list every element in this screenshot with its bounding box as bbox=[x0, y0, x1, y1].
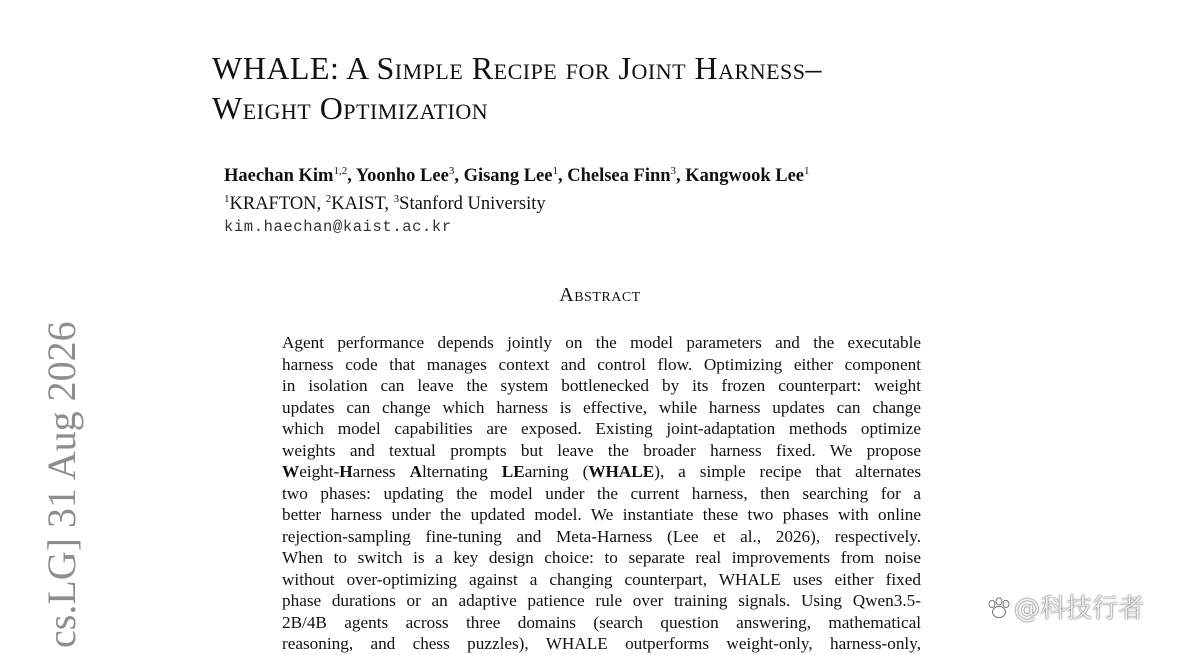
abstract-line: Agent performance depends jointly on the model parameters and the executable bbox=[282, 333, 921, 352]
arxiv-sidebar-id: cs.LG] 31 Aug 2026 bbox=[39, 321, 84, 648]
abstract-line: two phases: updating the model under the current harness, then searching for a bbox=[282, 483, 921, 503]
watermark bbox=[986, 588, 1144, 625]
author-block bbox=[224, 160, 1124, 239]
abstract-line: rejection-sampling fine-tuning and Meta-Harness (Lee et al., 2026), respectively. bbox=[282, 526, 921, 546]
author-name: Yoonho Lee bbox=[355, 166, 449, 187]
abstract-line: weights and textual prompts but leave the broader harness fixed. We propose bbox=[282, 440, 921, 460]
abstract-line: harness code that manages context and control flow. Optimizing either component bbox=[282, 354, 921, 374]
abstract-line: in isolation can leave the system bottlenecked by its frozen counterpart: weight bbox=[282, 376, 921, 395]
abstract-line: phase durations or an adaptive patience rule over training signals. Using Qwen3.5- bbox=[282, 591, 921, 610]
abstract-line: 2B/4B agents across three domains (search question answering, mathematical bbox=[282, 612, 921, 632]
method-acronym: WHALE bbox=[588, 462, 655, 481]
paper-title bbox=[212, 48, 1072, 128]
affiliation: KAIST bbox=[331, 194, 385, 215]
author-name: Gisang Lee bbox=[463, 166, 553, 187]
abstract-heading: Abstract bbox=[559, 284, 641, 306]
abstract-line: When to switch is a key design choice: to separate real improvements from noise bbox=[282, 548, 921, 567]
affiliation: KRAFTON bbox=[229, 194, 317, 215]
affiliations: $^1$KRAFTON, $^2$KAIST, $^3$Stanford University bbox=[224, 193, 546, 215]
abstract-line: which model capabilities are exposed. Existing joint-adaptation methods optimize bbox=[282, 419, 921, 438]
title-line-1: WHALE: A Simple Recipe for Joint Harness– bbox=[212, 50, 823, 86]
author-name: Chelsea Finn bbox=[567, 166, 671, 187]
abstract-line-whale: Weight-Harness Alternating LEarning (WHALE), a simple recipe that alternates bbox=[282, 462, 922, 481]
abstract-line: without over-optimizing against a changing counterpart, WHALE uses either fixed bbox=[282, 569, 921, 589]
abstract-line: reasoning, and chess puzzles), WHALE outperforms weight-only, harness-only, bbox=[282, 634, 921, 653]
author-affil-mark: 1 bbox=[552, 165, 558, 177]
author-affil-mark: 3 bbox=[670, 165, 677, 177]
author-affil-mark: 3 bbox=[448, 165, 455, 177]
author-names: Haechan Kim$^{1,2}$, Yoonho Lee$^3$, Gisang Lee$^1$, Chelsea Finn$^3$, Kangwook Lee$^1$ bbox=[224, 165, 810, 187]
title-line-2: Weight Optimization bbox=[212, 90, 489, 126]
abstract-body bbox=[282, 332, 921, 655]
author-name: Kangwook Lee bbox=[685, 166, 805, 187]
author-affil-mark: 1 bbox=[804, 165, 810, 177]
author-name: Haechan Kim bbox=[224, 166, 334, 187]
watermark-text: @科技行者 bbox=[1014, 594, 1145, 624]
author-email: kim.haechan@kaist.ac.kr bbox=[224, 218, 452, 237]
abstract-line: better harness under the updated model. We instantiate these two phases with online bbox=[282, 505, 921, 524]
paw-logo-icon bbox=[986, 596, 1012, 618]
abstract-line: updates can change which harness is effective, while harness updates can change bbox=[282, 397, 921, 417]
author-affil-mark: 1,2 bbox=[333, 165, 348, 177]
affiliation: Stanford University bbox=[399, 194, 546, 215]
